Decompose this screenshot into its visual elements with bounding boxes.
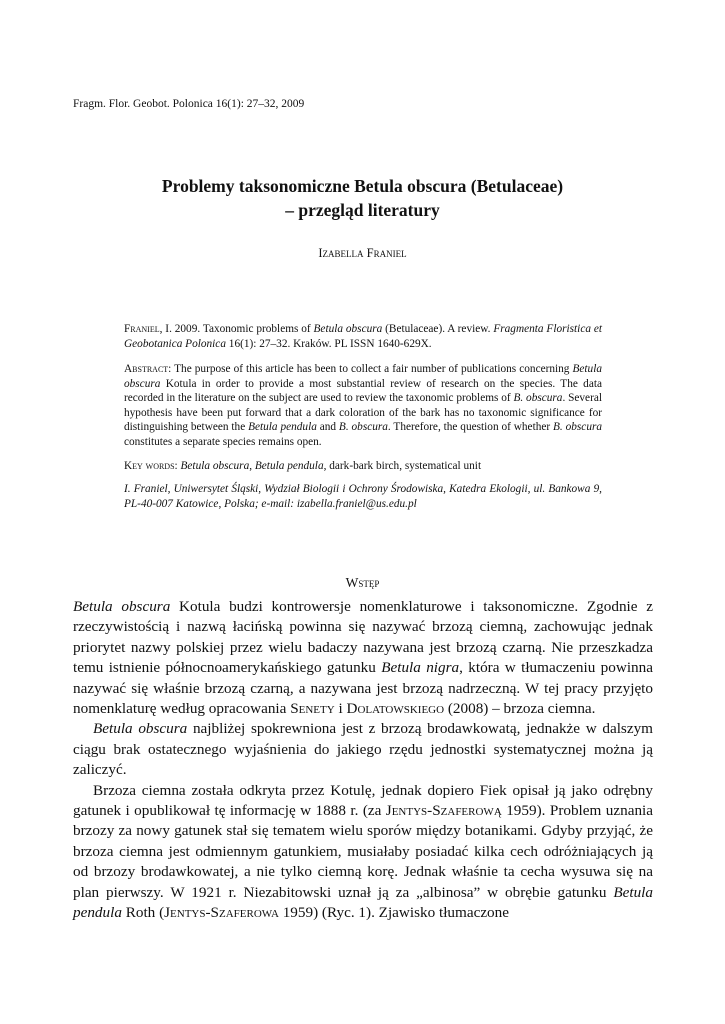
article-title <box>0 174 725 222</box>
cited-author: Jentys-Szaferową <box>385 802 502 820</box>
paragraph: Betula obscura najbliżej spokrewniona jest z brzozą brodawkowatą, jednakże w dalszym ciągu brak ostatecznego wyjaśnienia do jakiego rzędu jednostki systematycznej można ją zaliczyć. <box>73 720 653 779</box>
paragraph: Brzoza ciemna została odkryta przez Kotulę, jednak dopiero Fiek opisał ją jako odrębny gatunek i opublikował tę informację w 1888 r. (za Jentys-Szaferową 1959). Problem uznania brzozy za nowy gatunek stał się tematem wielu sporów między botanikami. Gdyby przyjąć, że brzoza ciemna jest odmiennym gatunkiem, musiałaby posiadać kilka cech odróżniających ją od brzozy brodawkowatej, a nie tylko ciemną korę. Jednak właśnie ta cecha wysuwa się na plan pierwszy. W 1921 r. Niezabitowski uznał ją za „albinosa” w obrębie gatunku Betula pendula Roth (Jentys-Szaferowa 1959) (Ryc. 1). Zjawisko tłumaczone <box>73 781 653 922</box>
cited-author: Senety <box>290 700 335 718</box>
section-heading: Wstęp <box>345 575 380 590</box>
abstract: Abstract: The purpose of this article has been to collect a fair number of publications concerning Betula obscura Kotula in order to provide a most substantial review of research on the species. The data recorded in the literature on the subject are used to review the taxonomic problems of B. obscura. Several hypothesis have been put forward that a dark coloration of the bark has no taxonomic significance for distinguishing between the Betula pendula and B. obscura. Therefore, the question of whether B. obscura constitutes a separate species remains open. <box>124 363 603 448</box>
citation-species: Betula obscura <box>313 323 383 335</box>
title-line-2: – przegląd literatury <box>285 200 440 220</box>
keywords-label: Key words <box>124 460 175 472</box>
body-text <box>73 597 653 924</box>
citation: Franiel, I. 2009. Taxonomic problems of Betula obscura (Betulaceae). A review. Fragmenta Floristica et Geobotanica Polonica 16(1): 27–32. Kraków. PL ISSN 1640-629X. <box>124 323 602 350</box>
title-line-1: Problemy taksonomiczne Betula obscura (Betulaceae) <box>161 176 564 196</box>
cited-author: Dolatowskiego <box>346 700 445 718</box>
journal-reference: Fragm. Flor. Geobot. Polonica 16(1): 27–32, 2009 <box>73 98 305 110</box>
keywords: Key words: Betula obscura, Betula pendula, dark-bark birch, systematical unit <box>124 460 482 472</box>
citation-author: Franiel <box>124 323 160 335</box>
abstract-label: Abstract <box>124 363 169 375</box>
author-name: Izabella Franiel <box>318 246 407 260</box>
cited-author: Jentys-Szaferowa <box>164 904 279 922</box>
author-address: I. Franiel, Uniwersytet Śląski, Wydział Biologii i Ochrony Środowiska, Katedra Ekologii, ul. Bankowa 9, PL-40-007 Katowice, Polska; e-mail: izabella.franiel@us.edu.pl <box>124 483 602 510</box>
paragraph: Betula obscura Kotula budzi kontrowersje nomenklaturowe i taksonomiczne. Zgodnie z rzeczywistością i nazwą łacińską powinna się nazywać brzozą ciemną, zachowując jednak priorytet nazwy polskiej przez wielu badaczy nazywana jest brzozą czarną. Nie przeszkadza temu istnienie północnoamerykańskiego gatunku Betula nigra, która w tłumaczeniu powinna nazywać się właśnie brzozą czarną, a nazywana jest brzozą nadrzeczną. W tej pracy przyjęto nomenklaturę według opracowania Senety i Dolatowskiego (2008) – brzoza ciemna. <box>73 598 653 718</box>
citation-journal: Fragmenta Floristica et Geobotanica Polonica <box>124 323 602 350</box>
